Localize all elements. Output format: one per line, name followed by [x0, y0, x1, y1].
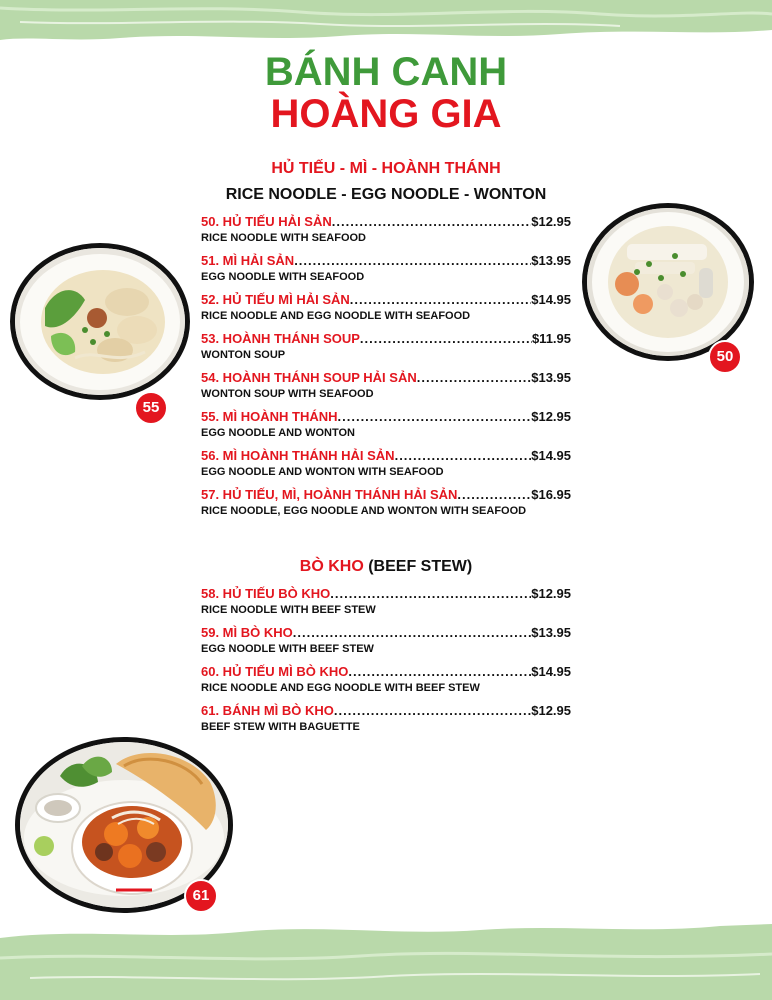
menu-item-price: $13.95: [531, 625, 571, 640]
menu-item-price: $14.95: [531, 292, 571, 307]
menu-item: [201, 210, 571, 249]
menu-item: [201, 444, 571, 483]
menu-item: [201, 249, 571, 288]
menu-item-name: 61. BÁNH MÌ BÒ KHO: [201, 703, 334, 718]
dish-photo-seafood-noodle-soup: [582, 203, 754, 361]
leader-dots: [417, 370, 532, 385]
menu-item-price: $14.95: [531, 664, 571, 679]
dish-photo-wonton-noodle-soup: [10, 243, 190, 400]
menu-item: [201, 582, 571, 621]
menu-item-name: 54. HOÀNH THÁNH SOUP HẢI SẢN: [201, 370, 417, 385]
bottom-brush-stroke: [0, 918, 772, 1000]
menu-item: [201, 327, 571, 366]
leader-dots: [360, 331, 532, 346]
leader-dots: [348, 664, 531, 679]
menu-item-name: 53. HOÀNH THÁNH SOUP: [201, 331, 360, 346]
menu-item-name: 50. HỦ TIẾU HẢI SẢN: [201, 214, 332, 229]
menu-item: [201, 483, 571, 522]
menu-item-price: $13.95: [531, 253, 571, 268]
menu-item-description: RICE NOODLE AND EGG NOODLE WITH SEAFOOD: [201, 310, 471, 322]
leader-dots: [350, 292, 531, 307]
wonton-soup-illustration: [15, 248, 185, 395]
leader-dots: [332, 214, 531, 229]
menu-item-price: $12.95: [531, 409, 571, 424]
dish-number-badge: 55: [134, 391, 168, 425]
beef-stew-menu-list: [201, 582, 571, 738]
menu-item-name: 55. MÌ HOÀNH THÁNH: [201, 409, 338, 424]
menu-item-name: 56. MÌ HOÀNH THÁNH HẢI SẢN: [201, 448, 395, 463]
menu-item-description: WONTON SOUP WITH SEAFOOD: [201, 388, 374, 400]
menu-item-description: RICE NOODLE, EGG NOODLE AND WONTON WITH SEAFOOD: [201, 505, 527, 517]
leader-dots: [293, 625, 531, 640]
menu-item: [201, 621, 571, 660]
menu-item-price: $14.95: [531, 448, 571, 463]
beef-stew-heading-english: (BEEF STEW): [368, 558, 473, 575]
top-brush-stroke: [0, 0, 772, 50]
dish-number-badge: 61: [184, 879, 218, 913]
menu-item: [201, 288, 571, 327]
menu-item-name: 52. HỦ TIẾU MÌ HẢI SẢN: [201, 292, 350, 307]
leader-dots: [294, 253, 531, 268]
menu-item-price: $16.95: [531, 487, 571, 502]
leader-dots: [330, 586, 531, 601]
beef-stew-heading: [0, 558, 772, 576]
menu-item-description: RICE NOODLE AND EGG NOODLE WITH BEEF STEW: [201, 682, 480, 694]
menu-item-description: RICE NOODLE WITH SEAFOOD: [201, 232, 366, 244]
menu-item-description: RICE NOODLE WITH BEEF STEW: [201, 604, 376, 616]
menu-item-price: $12.95: [531, 703, 571, 718]
menu-item: [201, 405, 571, 444]
noodle-menu-list: [201, 210, 571, 522]
menu-item-description: EGG NOODLE AND WONTON WITH SEAFOOD: [201, 466, 444, 478]
menu-item-price: $13.95: [531, 370, 571, 385]
menu-item-name: 58. HỦ TIẾU BÒ KHO: [201, 586, 331, 601]
menu-item-description: BEEF STEW WITH BAGUETTE: [201, 721, 360, 733]
menu-item-description: WONTON SOUP: [201, 349, 286, 361]
menu-item-description: EGG NOODLE AND WONTON: [201, 427, 355, 439]
restaurant-name-line2: HOÀNG GIA: [270, 92, 502, 136]
leader-dots: [334, 703, 531, 718]
leader-dots: [457, 487, 531, 502]
menu-item: [201, 699, 571, 738]
menu-item-description: EGG NOODLE WITH SEAFOOD: [201, 271, 365, 283]
menu-item: [201, 660, 571, 699]
menu-item-name: 59. MÌ BÒ KHO: [201, 625, 293, 640]
menu-item-name: 57. HỦ TIẾU, MÌ, HOÀNH THÁNH HẢI SẢN: [201, 487, 458, 502]
beef-stew-heading-vietnamese: BÒ KHO: [299, 558, 364, 575]
section-heading-english: RICE NOODLE - EGG NOODLE - WONTON: [225, 186, 547, 203]
leader-dots: [338, 409, 532, 424]
dish-number-badge: 50: [708, 340, 742, 374]
menu-item-price: $12.95: [531, 586, 571, 601]
menu-item-name: 60. HỦ TIẾU MÌ BÒ KHO: [201, 664, 349, 679]
restaurant-name-line1: BÁNH CANH: [264, 50, 508, 94]
menu-item-name: 51. MÌ HẢI SẢN: [201, 253, 295, 268]
menu-item-price: $12.95: [531, 214, 571, 229]
menu-item-price: $11.95: [531, 331, 571, 346]
menu-item-description: EGG NOODLE WITH BEEF STEW: [201, 643, 374, 655]
menu-item: [201, 366, 571, 405]
seafood-soup-illustration: [587, 208, 749, 356]
section-heading-vietnamese: HỦ TIẾU - MÌ - HOÀNH THÁNH: [271, 160, 501, 177]
leader-dots: [395, 448, 532, 463]
